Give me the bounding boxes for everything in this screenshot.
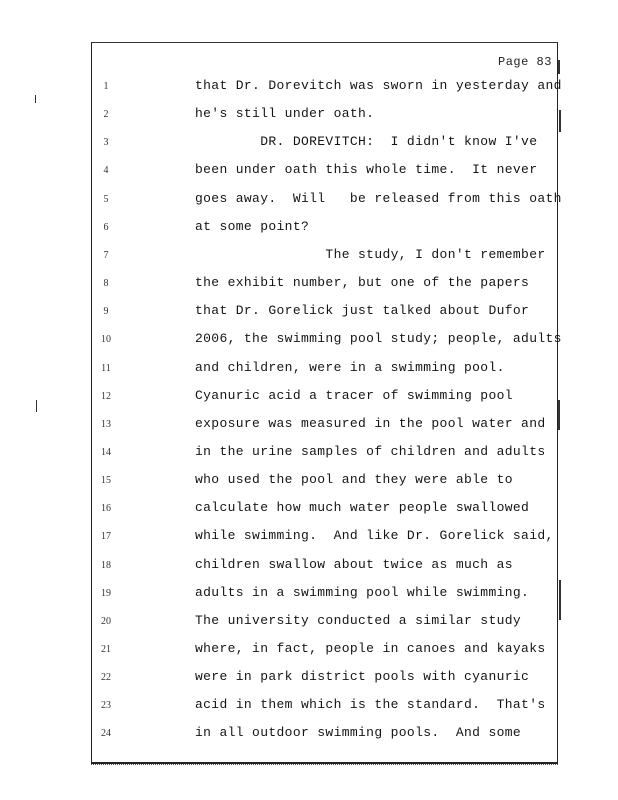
line-number: 5 — [103, 193, 109, 205]
page-number: Page 83 — [498, 55, 552, 69]
line-number: 12 — [101, 390, 111, 402]
scan-edge-mark — [558, 400, 560, 430]
line-number: 23 — [101, 700, 111, 712]
transcript-line: calculate how much water people swallowed — [195, 500, 530, 516]
transcript-line: at some point? — [195, 218, 310, 234]
transcript-line: he's still under oath. — [195, 106, 375, 122]
transcript-line: been under oath this whole time. It never — [195, 162, 538, 178]
transcript-line: children swallow about twice as much as — [195, 556, 513, 572]
line-number: 15 — [101, 475, 111, 487]
transcript-line: in the urine samples of children and adults — [195, 443, 546, 459]
line-number: 8 — [103, 278, 109, 290]
transcript-line: Cyanuric acid a tracer of swimming pool — [195, 387, 513, 403]
transcript-line: acid in them which is the standard. That's — [195, 697, 546, 713]
scan-edge-mark — [36, 400, 37, 412]
scan-bottom-edge — [91, 764, 558, 771]
transcript-line: 2006, the swimming pool study; people, adults — [195, 331, 562, 347]
line-number: 1 — [103, 81, 109, 92]
transcript-line: while swimming. And like Dr. Gorelick said, — [195, 528, 554, 544]
transcript-line: were in park district pools with cyanuric — [195, 669, 530, 685]
line-number: 19 — [101, 587, 111, 599]
scan-edge-mark — [558, 60, 560, 74]
transcript-line: who used the pool and they were able to — [195, 472, 513, 488]
transcript-line: the exhibit number, but one of the papers — [195, 275, 530, 291]
line-number: 6 — [103, 221, 109, 233]
line-number: 21 — [101, 644, 111, 655]
transcript-line: The university conducted a similar study — [195, 612, 522, 628]
transcript-line: DR. DOREVITCH: I didn't know I've — [195, 134, 538, 150]
line-number: 22 — [101, 672, 111, 684]
transcript-line: that Dr. Gorelick just talked about Dufor — [195, 303, 530, 319]
line-number: 4 — [103, 165, 109, 177]
transcript-line: The study, I don't remember — [195, 246, 546, 262]
line-number: 20 — [101, 615, 111, 627]
line-number: 7 — [103, 249, 109, 261]
line-number: 2 — [103, 109, 109, 121]
scan-edge-mark — [559, 110, 561, 132]
transcript-line: that Dr. Dorevitch was sworn in yesterday and — [195, 78, 562, 93]
line-number: 11 — [101, 362, 111, 374]
line-number: 3 — [103, 137, 109, 149]
transcript-line: goes away. Will be released from this oath — [195, 190, 562, 206]
scan-edge-mark — [35, 95, 36, 103]
line-number: 14 — [101, 446, 111, 458]
scan-edge-mark — [559, 580, 561, 620]
line-number: 9 — [103, 306, 109, 318]
line-number: 17 — [101, 531, 111, 543]
line-number: 10 — [101, 334, 111, 346]
transcript-line: and children, were in a swimming pool. — [195, 359, 505, 375]
line-number: 24 — [101, 728, 111, 740]
line-number: 16 — [101, 503, 111, 515]
line-number: 18 — [101, 559, 111, 571]
line-number: 13 — [101, 418, 111, 430]
transcript-line: in all outdoor swimming pools. And some — [195, 725, 522, 741]
transcript-line: adults in a swimming pool while swimming. — [195, 584, 530, 600]
transcript-line: where, in fact, people in canoes and kayaks — [195, 641, 546, 656]
transcript-line: exposure was measured in the pool water and — [195, 415, 546, 431]
